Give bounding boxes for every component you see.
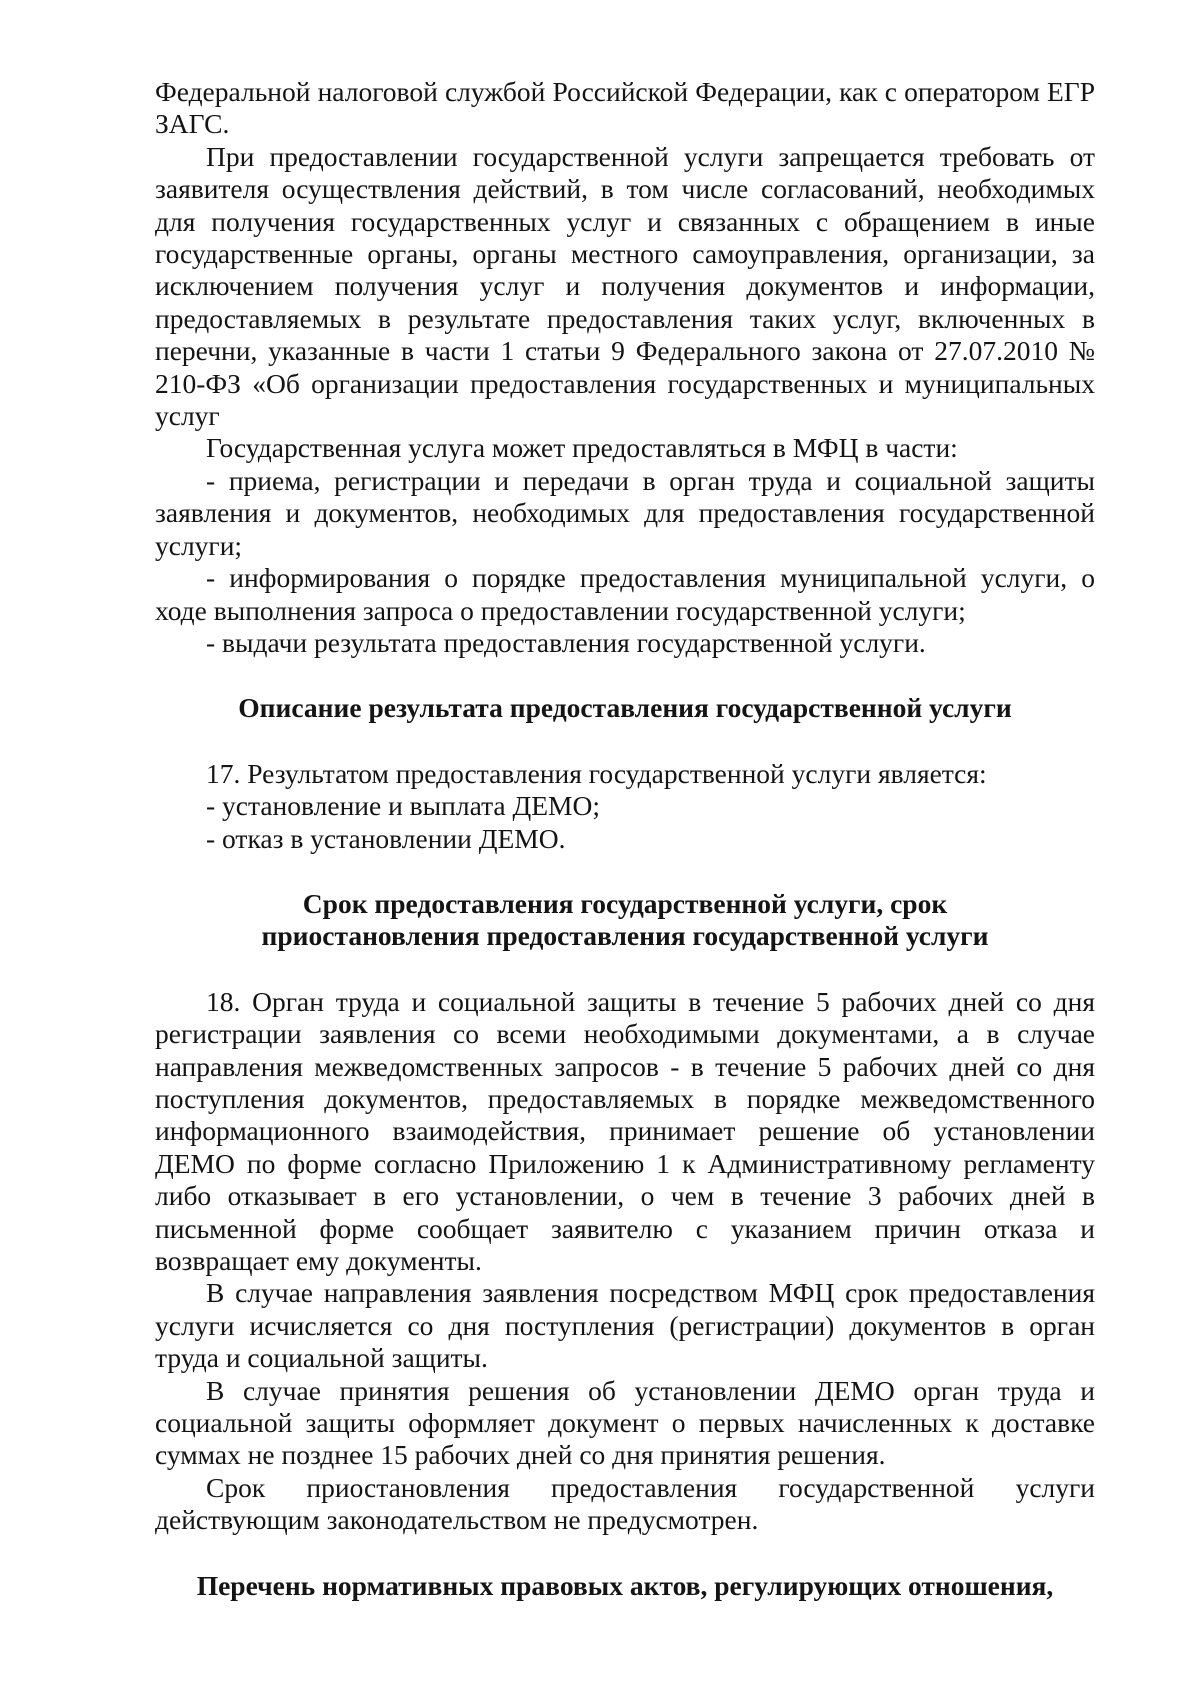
mfc-item-reception: - приема, регистрации и передачи в орган труда и социальной защиты заявления и документов, необходимых для предоставления государственной услуги;: [155, 464, 1095, 561]
paragraph-prohibition: При предоставлении государственной услуги запрещается требовать от заявителя осуществления действий, в том числе согласований, необходимых для получения государственных услуг и связанных с обращением в иные государственные органы, органы местного самоуправления, организации, за исключением получения услуг и получения документов и информации, предоставляемых в результате предоставления таких услуг, включенных в перечни, указанные в части 1 статьи 9 Федерального закона от 27.07.2010 № 210-ФЗ «Об организации предоставления государственных и муниципальных услуг: [155, 140, 1095, 432]
document-page: [155, 76, 1095, 1602]
paragraph-intro-tail: Федеральной налоговой службой Российской Федерации, как с оператором ЕГР ЗАГС.: [155, 76, 1095, 140]
heading-term-line2: приостановления предоставления государственной услуги: [261, 920, 989, 952]
heading-normative-acts: Перечень нормативных правовых актов, регулирующих отношения,: [196, 1569, 1054, 1601]
paragraph-mfc-term: В случае направления заявления посредством МФЦ срок предоставления услуги исчисляется со дня поступления (регистрации) документов в орган труда и социальной защиты.: [155, 1277, 1095, 1374]
mfc-item-issuing: - выдачи результата предоставления государственной услуги.: [206, 626, 926, 658]
paragraph-mfc-intro: Государственная услуга может предоставляться в МФЦ в части:: [206, 432, 958, 464]
heading-term-line1: Срок предоставления государственной услуги, срок: [302, 887, 948, 919]
heading-result: Описание результата предоставления государственной услуги: [238, 692, 1012, 724]
mfc-item-informing: - информирования о порядке предоставления муниципальной услуги, о ходе выполнения запроса о предоставлении государственной услуги;: [155, 562, 1095, 626]
paragraph-decision: В случае принятия решения об установлении ДЕМО орган труда и социальной защиты оформляет документ о первых начисленных к доставке суммах не позднее 15 рабочих дней со дня принятия решения.: [155, 1374, 1095, 1471]
heading-term: [155, 888, 1095, 953]
result-item-refusal: - отказ в установлении ДЕМО.: [206, 822, 566, 854]
result-item-establish: - установление и выплата ДЕМО;: [206, 790, 601, 822]
paragraph-suspension: Срок приостановления предоставления государственной услуги действующим законодательством не предусмотрен.: [155, 1471, 1095, 1536]
paragraph-18: 18. Орган труда и социальной защиты в течение 5 рабочих дней со дня регистрации заявления со всеми необходимыми документами, а в случае направления межведомственных запросов - в течение 5 рабочих дней со дня поступления документов, предоставляемых в порядке межведомственного информационного взаимодействия, принимает решение об установлении ДЕМО по форме согласно Приложению 1 к Административному регламенту либо отказывает в его установлении, о чем в течение 3 рабочих дней в письменной форме сообщает заявителю с указанием причин отказа и возвращает ему документы.: [155, 985, 1095, 1276]
paragraph-17: 17. Результатом предоставления государственной услуги является:: [206, 757, 987, 789]
